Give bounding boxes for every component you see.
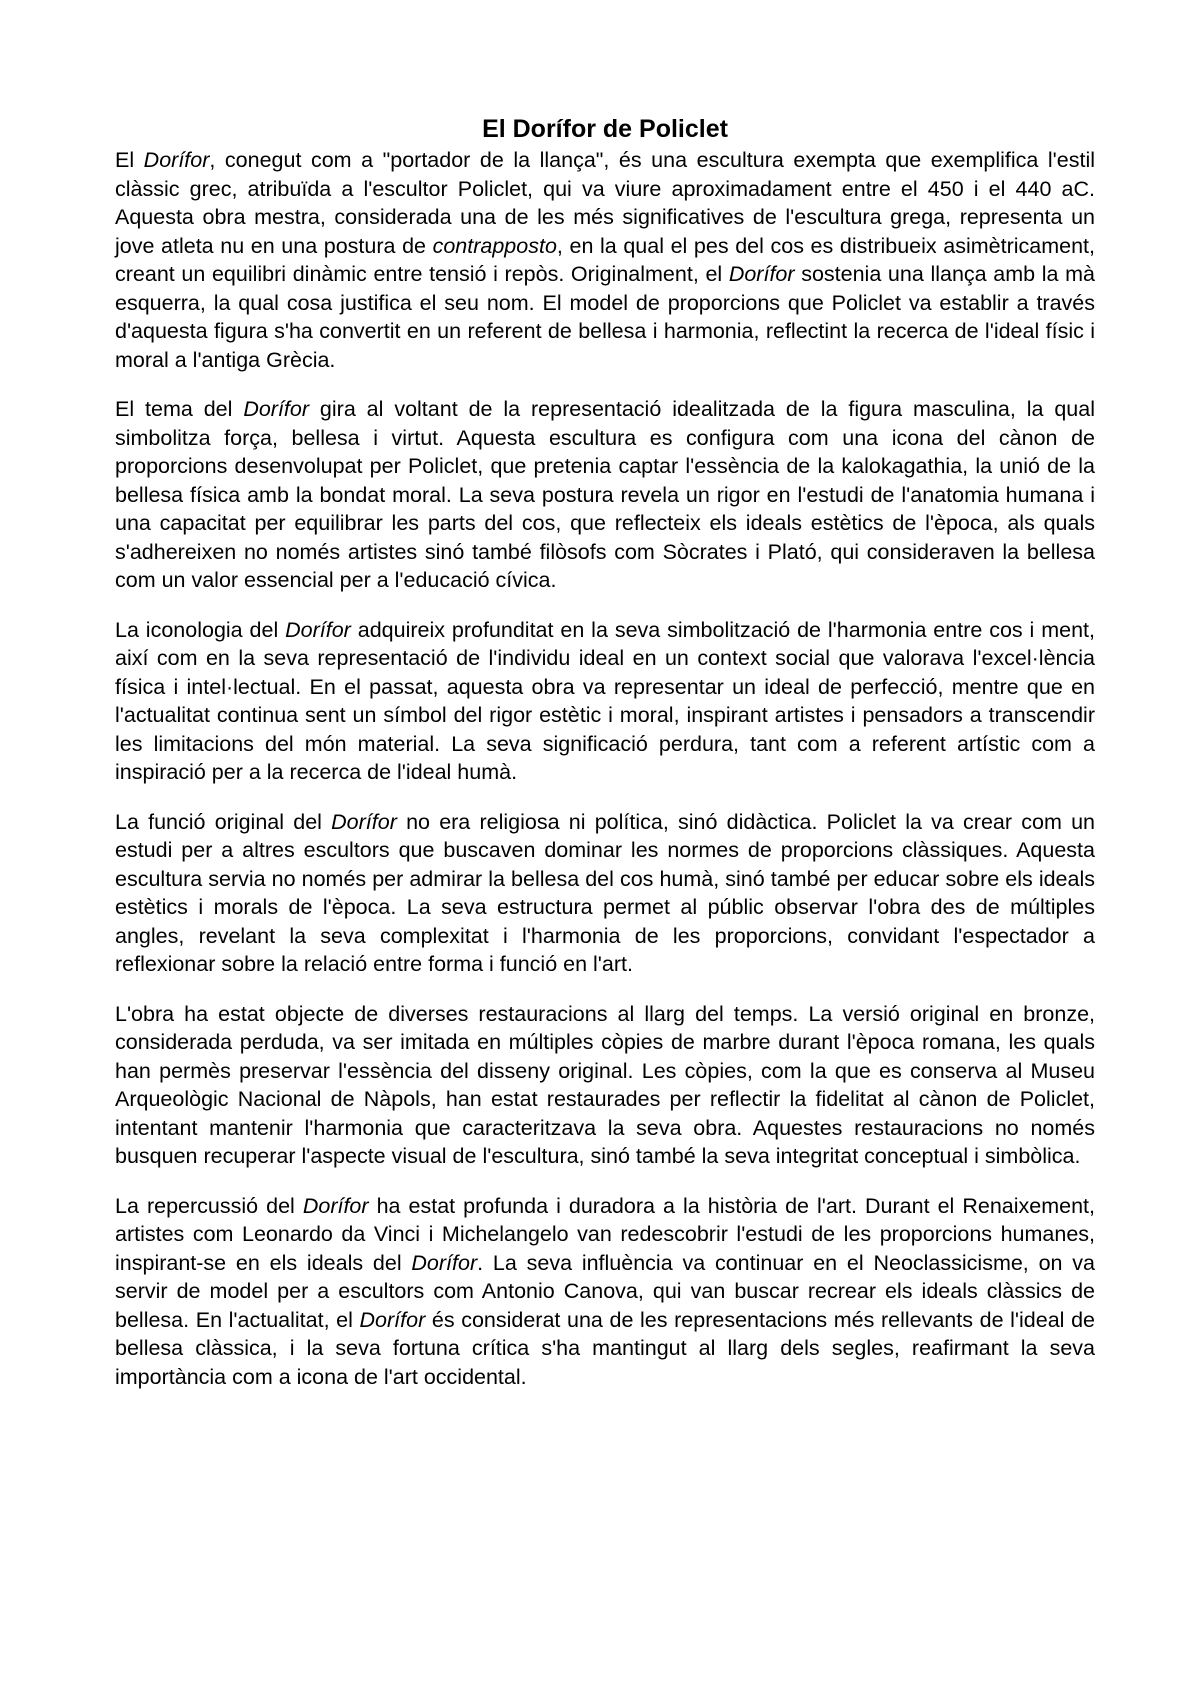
italic-term: contrapposto (432, 233, 557, 258)
paragraph-5 (115, 1000, 1095, 1171)
italic-term: Dorífor (359, 1307, 426, 1332)
text-run: . La seva influència va continuar en el Neoclassicisme, on va servir de model per a escultors com Antonio Canova, qui van buscar recrear els ideals clàssics de bellesa. En l'actualitat, el (115, 1250, 1096, 1332)
text-run: El (115, 148, 144, 172)
paragraph-2 (115, 395, 1095, 595)
text-run: La repercussió del (115, 1193, 303, 1218)
document-body (115, 146, 1095, 1391)
italic-term: Dorífor (331, 809, 397, 834)
italic-term: Dorífor (302, 1193, 369, 1218)
paragraph-6 (115, 1192, 1095, 1392)
paragraph-3 (115, 616, 1095, 787)
italic-term: Dorífor (728, 262, 795, 286)
text-run: La funció original del (115, 809, 332, 834)
text-run: gira al voltant de la representació idealitzada de la figura masculina, la qual simbolitza força, bellesa i virtut. Aquesta escultura es configura com una icona del cànon de proporcions desenvolupat per Policlet, que pretenia captar l'essència de la kalokagathia, la unió de la bellesa física amb la bondat moral. La seva postura revela un rigor en l'estudi de l'anatomia humana i una capacitat per equilibrar les parts del cos, que reflecteix els ideals estètics de l'època, als quals s'adhereixen no només artistes sinó també filòsofs com Sòcrates i Plató, qui consideraven la bellesa com un valor essencial per a l'educació cívica. (115, 397, 1095, 592)
paragraph-4 (115, 808, 1095, 979)
paragraph-1 (115, 146, 1095, 374)
text-run: El tema del (115, 397, 244, 421)
text-run: L'obra ha estat objecte de diverses restauracions al llarg del temps. La versió original en bronze, considerada perduda, va ser imitada en múltiples còpies de marbre durant l'època romana, les quals han permès preservar l'essència del disseny original. Les còpies, com la que es conserva al Museu Arqueològic Nacional de Nàpols, han estat restaurades per reflectir la fidelitat al cànon de Policlet, intentant mantenir l'harmonia que caracteritzava la seva obra. Aquestes restauracions no només busquen recuperar l'aspecte visual de l'escultura, sinó també la seva integritat conceptual i simbòlica. (115, 1001, 1095, 1168)
text-run: adquireix profunditat en la seva simbolització de l'harmonia entre cos i ment, així com en la seva representació de l'individu ideal en un context social que valorava l'excel·lència física i intel·lectual. En el passat, aquesta obra va representar un ideal de perfecció, mentre que en l'actualitat continua sent un símbol del rigor estètic i moral, inspirant artistes i pensadors a transcendir les limitacions del món material. La seva significació perdura, tant com a referent artístic com a inspiració per a la recerca de l'ideal humà. (115, 617, 1095, 784)
italic-term: Dorífor (243, 397, 310, 421)
italic-term: Dorífor (143, 148, 210, 172)
italic-term: Dorífor (285, 617, 351, 642)
text-run: , en la qual el pes del cos es distribueix asimètricament, creant un equilibri dinàmic entre tensió i repòs. Originalment, el (115, 233, 1095, 286)
text-run: sostenia una llança amb la mà esquerra, la qual cosa justifica el seu nom. El model de proporcions que Policlet va establir a través d'aquesta figura s'ha convertit en un referent de bellesa i harmonia, reflectint la recerca de l'ideal físic i moral a l'antiga Grècia. (115, 262, 1095, 372)
text-run: , conegut com a "portador de la llança", és una escultura exempta que exemplifica l'estil clàssic grec, atribuïda a l'escultor Policlet, qui va viure aproximadament entre el 450 i el 440 aC. Aquesta obra mestra, considerada una de les més significatives de l'escultura grega, representa un jove atleta nu en una postura de (115, 148, 1096, 258)
document-page (115, 112, 1095, 1412)
document-title: El Dorífor de Policlet (482, 115, 728, 143)
text-run: La iconologia del (115, 617, 286, 642)
text-run: ha estat profunda i duradora a la història de l'art. Durant el Renaixement, artistes com Leonardo da Vinci i Michelangelo van redescobrir l'estudi de les proporcions humanes, inspirant-se en els ideals del (115, 1193, 1095, 1275)
text-run: és considerat una de les representacions més rellevants de l'ideal de bellesa clàssica, i la seva fortuna crítica s'ha mantingut al llarg dels segles, reafirmant la seva importància com a icona de l'art occidental. (115, 1307, 1095, 1389)
text-run: no era religiosa ni política, sinó didàctica. Policlet la va crear com un estudi per a altres escultors que buscaven dominar les normes de proporcions clàssiques. Aquesta escultura servia no només per admirar la bellesa del cos humà, sinó també per educar sobre els ideals estètics i morals de l'època. La seva estructura permet al públic observar l'obra des de múltiples angles, revelant la seva complexitat i l'harmonia de les proporcions, convidant l'espectador a reflexionar sobre la relació entre forma i funció en l'art. (115, 809, 1095, 976)
italic-term: Dorífor (411, 1250, 478, 1275)
